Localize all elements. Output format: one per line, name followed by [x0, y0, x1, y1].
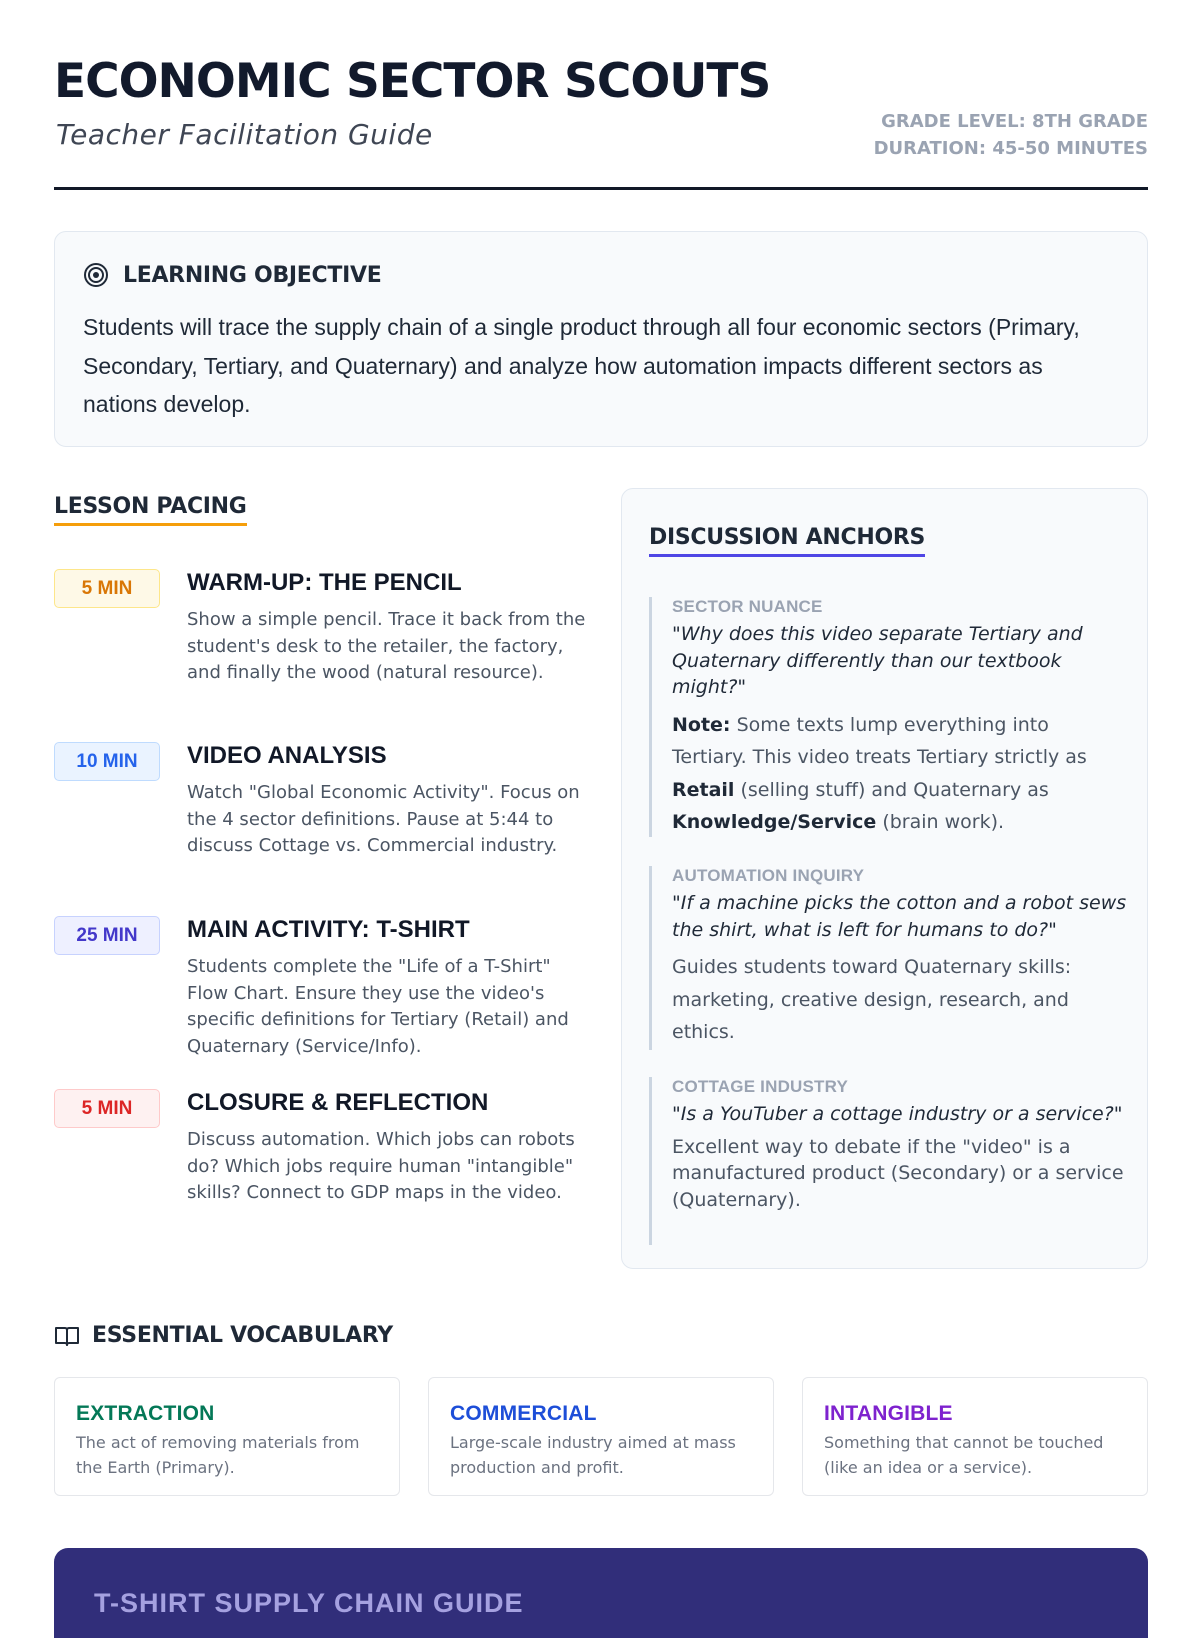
step-description: Show a simple pencil. Trace it back from the student's desk to the retailer, the factory, and finally the wood (natural resource).: [187, 609, 586, 683]
step-description: Discuss automation. Which jobs can robots do? Which jobs require human "intangible" skills? Connect to GDP maps in the video.: [187, 1129, 575, 1203]
vocab-card-commercial: [428, 1377, 774, 1496]
page-title: ECONOMIC SECTOR SCOUTS: [54, 54, 771, 109]
step-title: VIDEO ANALYSIS: [187, 742, 387, 769]
vocabulary-title: ESSENTIAL VOCABULARY: [92, 1323, 393, 1348]
vocab-definition: The act of removing materials from the Earth (Primary).: [76, 1433, 360, 1477]
supply-chain-guide-banner: [54, 1548, 1148, 1638]
learning-objective-text: Students will trace the supply chain of a single product through all four economic sectors (Primary, Secondary, Tertiary, and Quaternary) and analyze how automation impacts different sectors as nations develop.: [83, 314, 1080, 417]
vocab-card-intangible: [802, 1377, 1148, 1496]
page: [54, 0, 1148, 1618]
note-bold: Knowledge/Service: [672, 811, 877, 833]
anchor-quote: "Why does this video separate Tertiary and Quaternary differently than our textbook might?": [672, 623, 1083, 698]
discussion-anchors-title: DISCUSSION ANCHORS: [649, 525, 925, 557]
vocab-definition: Something that cannot be touched (like an idea or a service).: [824, 1433, 1104, 1477]
vocab-card-extraction: [54, 1377, 400, 1496]
book-icon: [54, 1324, 80, 1348]
note-lead: Note:: [672, 713, 731, 736]
note-text: (brain work).: [876, 811, 1005, 833]
header: [54, 52, 1148, 190]
vocab-term: COMMERCIAL: [450, 1402, 597, 1425]
anchor-note: Guides students toward Quaternary skills: marketing, creative design, research, and ethics.: [672, 956, 1072, 1043]
note-text: (selling stuff) and Quaternary as: [734, 778, 1049, 801]
lesson-pacing-title: LESSON PACING: [54, 494, 247, 526]
time-badge: 25 MIN: [54, 916, 160, 955]
anchor-label: COTTAGE INDUSTRY: [672, 1077, 849, 1096]
anchor-cottage-industry: [649, 1077, 1127, 1245]
anchor-note: Excellent way to debate if the "video" is a manufactured product (Secondary) or a service (Quaternary).: [672, 1135, 1124, 1211]
vocab-definition: Large-scale industry aimed at mass production and profit.: [450, 1433, 736, 1477]
target-icon: [83, 262, 109, 288]
lesson-meta: [874, 108, 1148, 162]
anchor-quote: "Is a YouTuber a cottage industry or a service?": [672, 1103, 1123, 1125]
step-title: CLOSURE & REFLECTION: [187, 1089, 489, 1116]
anchor-label: AUTOMATION INQUIRY: [672, 866, 865, 885]
banner-title: T-SHIRT SUPPLY CHAIN GUIDE: [94, 1588, 524, 1618]
vocab-term: EXTRACTION: [76, 1402, 215, 1425]
vocab-term: INTANGIBLE: [824, 1402, 953, 1425]
time-badge: 5 MIN: [54, 1089, 160, 1128]
anchor-automation-inquiry: [649, 866, 1127, 1050]
learning-objective-title: LEARNING OBJECTIVE: [123, 262, 382, 288]
time-badge: 5 MIN: [54, 569, 160, 608]
step-description: Students complete the "Life of a T-Shirt" Flow Chart. Ensure they use the video's specific definitions for Tertiary (Retail) and Quaternary (Service/Info).: [187, 956, 569, 1057]
anchor-sector-nuance: [649, 597, 1127, 837]
step-title: MAIN ACTIVITY: T-SHIRT: [187, 916, 470, 943]
anchor-note: [672, 709, 1127, 839]
note-bold: Retail: [672, 778, 735, 801]
step-title: WARM-UP: THE PENCIL: [187, 569, 462, 596]
step-description: Watch "Global Economic Activity". Focus on the 4 sector definitions. Pause at 5:44 to discuss Cottage vs. Commercial industry.: [187, 782, 580, 856]
page-subtitle: Teacher Facilitation Guide: [56, 118, 433, 151]
anchor-quote: "If a machine picks the cotton and a robot sews the shirt, what is left for humans to do?": [672, 892, 1127, 941]
time-badge: 10 MIN: [54, 742, 160, 781]
learning-objective-header: [83, 262, 381, 288]
discussion-anchors-panel: [621, 488, 1148, 1269]
duration: DURATION: 45-50 MINUTES: [873, 138, 1148, 159]
learning-objective-card: [54, 231, 1148, 447]
grade-level: GRADE LEVEL: 8TH GRADE: [881, 111, 1148, 132]
anchor-label: SECTOR NUANCE: [672, 597, 823, 616]
vocabulary-header: [54, 1323, 393, 1348]
note-text: Some texts lump everything into Tertiary. This video treats Tertiary strictly as: [672, 713, 1087, 768]
